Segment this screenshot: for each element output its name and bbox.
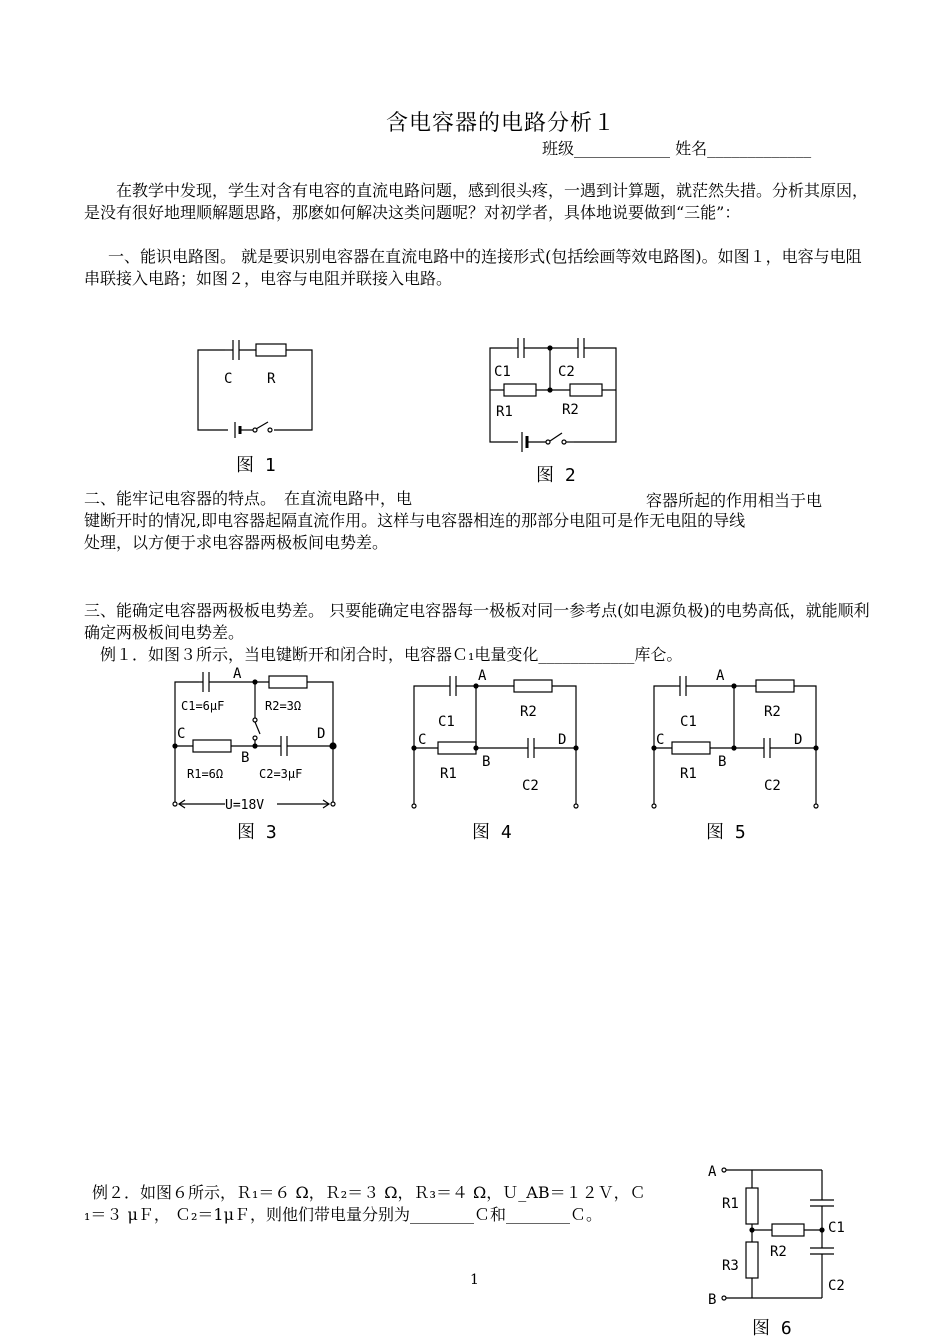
fig3-b-label: B: [241, 750, 250, 766]
section2-line1a: 二、能牢记电容器的特点。 在直流电路中，电: [84, 489, 413, 508]
fig3-c1-label: C1=6μF: [181, 699, 225, 713]
fig3-r1-label: R1=6Ω: [187, 767, 224, 781]
fig5-r1-label: R1: [680, 766, 697, 782]
fig6-a-label: A: [708, 1164, 717, 1180]
fig4-r2-label: R2: [520, 704, 537, 720]
intro-paragraph: 在教学中发现，学生对含有电容的直流电路问题，感到很头疼，一遇到计算题，就茫然失措。分析其原因，是没有很好地理顺解题思路，那麽如何解决这类问题呢？对初学者，具体地说要做到“三能”：: [84, 181, 869, 222]
fig3-d-label: D: [317, 726, 326, 742]
fig6-caption: 图 6: [752, 1318, 792, 1338]
page-title: 含电容器的电路分析１: [386, 111, 617, 136]
fig6-r3-label: R3: [722, 1258, 739, 1274]
fig5-caption: 图 5: [706, 822, 746, 843]
fig1-r-label: R: [267, 371, 276, 387]
fig6-r1-label: R1: [722, 1196, 739, 1212]
fig5-r2-label: R2: [764, 704, 781, 720]
example2-line1: 例２．如图６所示，Ｒ₁＝６ Ω，Ｒ₂＝３ Ω，Ｒ₃＝４ Ω，Ｕ_AB＝１２Ｖ，Ｃ: [92, 1183, 646, 1202]
fig6-c2-label: C2: [828, 1278, 845, 1294]
fig6-b-label: B: [708, 1292, 717, 1308]
fig5-c-label: C: [656, 732, 665, 748]
class-name-line: 班级____________ 姓名_____________: [542, 139, 812, 158]
fig4-caption: 图 4: [472, 822, 512, 843]
fig5-d-label: D: [794, 732, 803, 748]
fig4-c1-label: C1: [438, 714, 455, 730]
fig1-c-label: C: [224, 371, 233, 387]
fig3-a-label: A: [233, 666, 242, 682]
section1-paragraph: 一、能识电路图。 就是要识别电容器在直流电路中的连接形式(包括绘画等效电路图)。如图１，电容与电阻串联接入电路；如图２，电容与电阻并联接入电路。: [84, 247, 862, 288]
fig4-d-label: D: [558, 732, 567, 748]
example2-line2: ₁＝３ μＦ， Ｃ₂＝1μＦ，则他们带电量分别为________Ｃ和________Ｃ。: [84, 1205, 602, 1224]
figure-6: [700, 1152, 860, 1338]
figure-5: [640, 662, 825, 847]
figure-3: [165, 662, 350, 847]
fig3-caption: 图 3: [237, 822, 277, 843]
fig3-r2-label: R2=3Ω: [265, 699, 302, 713]
fig4-c2-label: C2: [522, 778, 539, 794]
fig3-u-label: U=18V: [225, 798, 265, 813]
fig4-c-label: C: [418, 732, 427, 748]
fig6-r2-label: R2: [770, 1244, 787, 1260]
fig6-c1-label: C1: [828, 1220, 845, 1236]
fig2-c1-label: C1: [494, 364, 511, 380]
fig3-c-label: C: [177, 726, 186, 742]
section2-line3: 处理，以方便于求电容器两极板间电势差。: [84, 533, 389, 552]
page-number: 1: [470, 1272, 479, 1288]
section3-paragraph: 三、能确定电容器两极板电势差。 只要能确定电容器每一极板对同一参考点(如电源负极)的电势高低，就能顺利确定两极板间电势差。: [84, 601, 870, 642]
figure-1: [190, 330, 330, 480]
fig5-c1-label: C1: [680, 714, 697, 730]
fig1-caption: 图 1: [236, 455, 276, 476]
figure-4: [400, 662, 585, 847]
fig4-b-label: B: [482, 754, 491, 770]
fig2-r1-label: R1: [496, 404, 513, 420]
section2-line2: 键断开时的情况,即电容器起隔直流作用。这样与电容器相连的那部分电阻可是作无电阻的导线: [84, 511, 746, 530]
fig5-a-label: A: [716, 668, 725, 684]
example1-text: 例１．如图３所示，当电键断开和闭合时，电容器Ｃ₁电量变化____________库仑。: [100, 645, 683, 664]
fig4-a-label: A: [478, 668, 487, 684]
fig2-c2-label: C2: [558, 364, 575, 380]
figure-2: [480, 330, 630, 490]
fig5-c2-label: C2: [764, 778, 781, 794]
fig4-r1-label: R1: [440, 766, 457, 782]
fig2-caption: 图 2: [536, 465, 576, 486]
fig3-c2-label: C2=3μF: [259, 767, 303, 781]
fig2-r2-label: R2: [562, 402, 579, 418]
fig5-b-label: B: [718, 754, 727, 770]
section2-line1b: 容器所起的作用相当于电: [646, 491, 823, 510]
